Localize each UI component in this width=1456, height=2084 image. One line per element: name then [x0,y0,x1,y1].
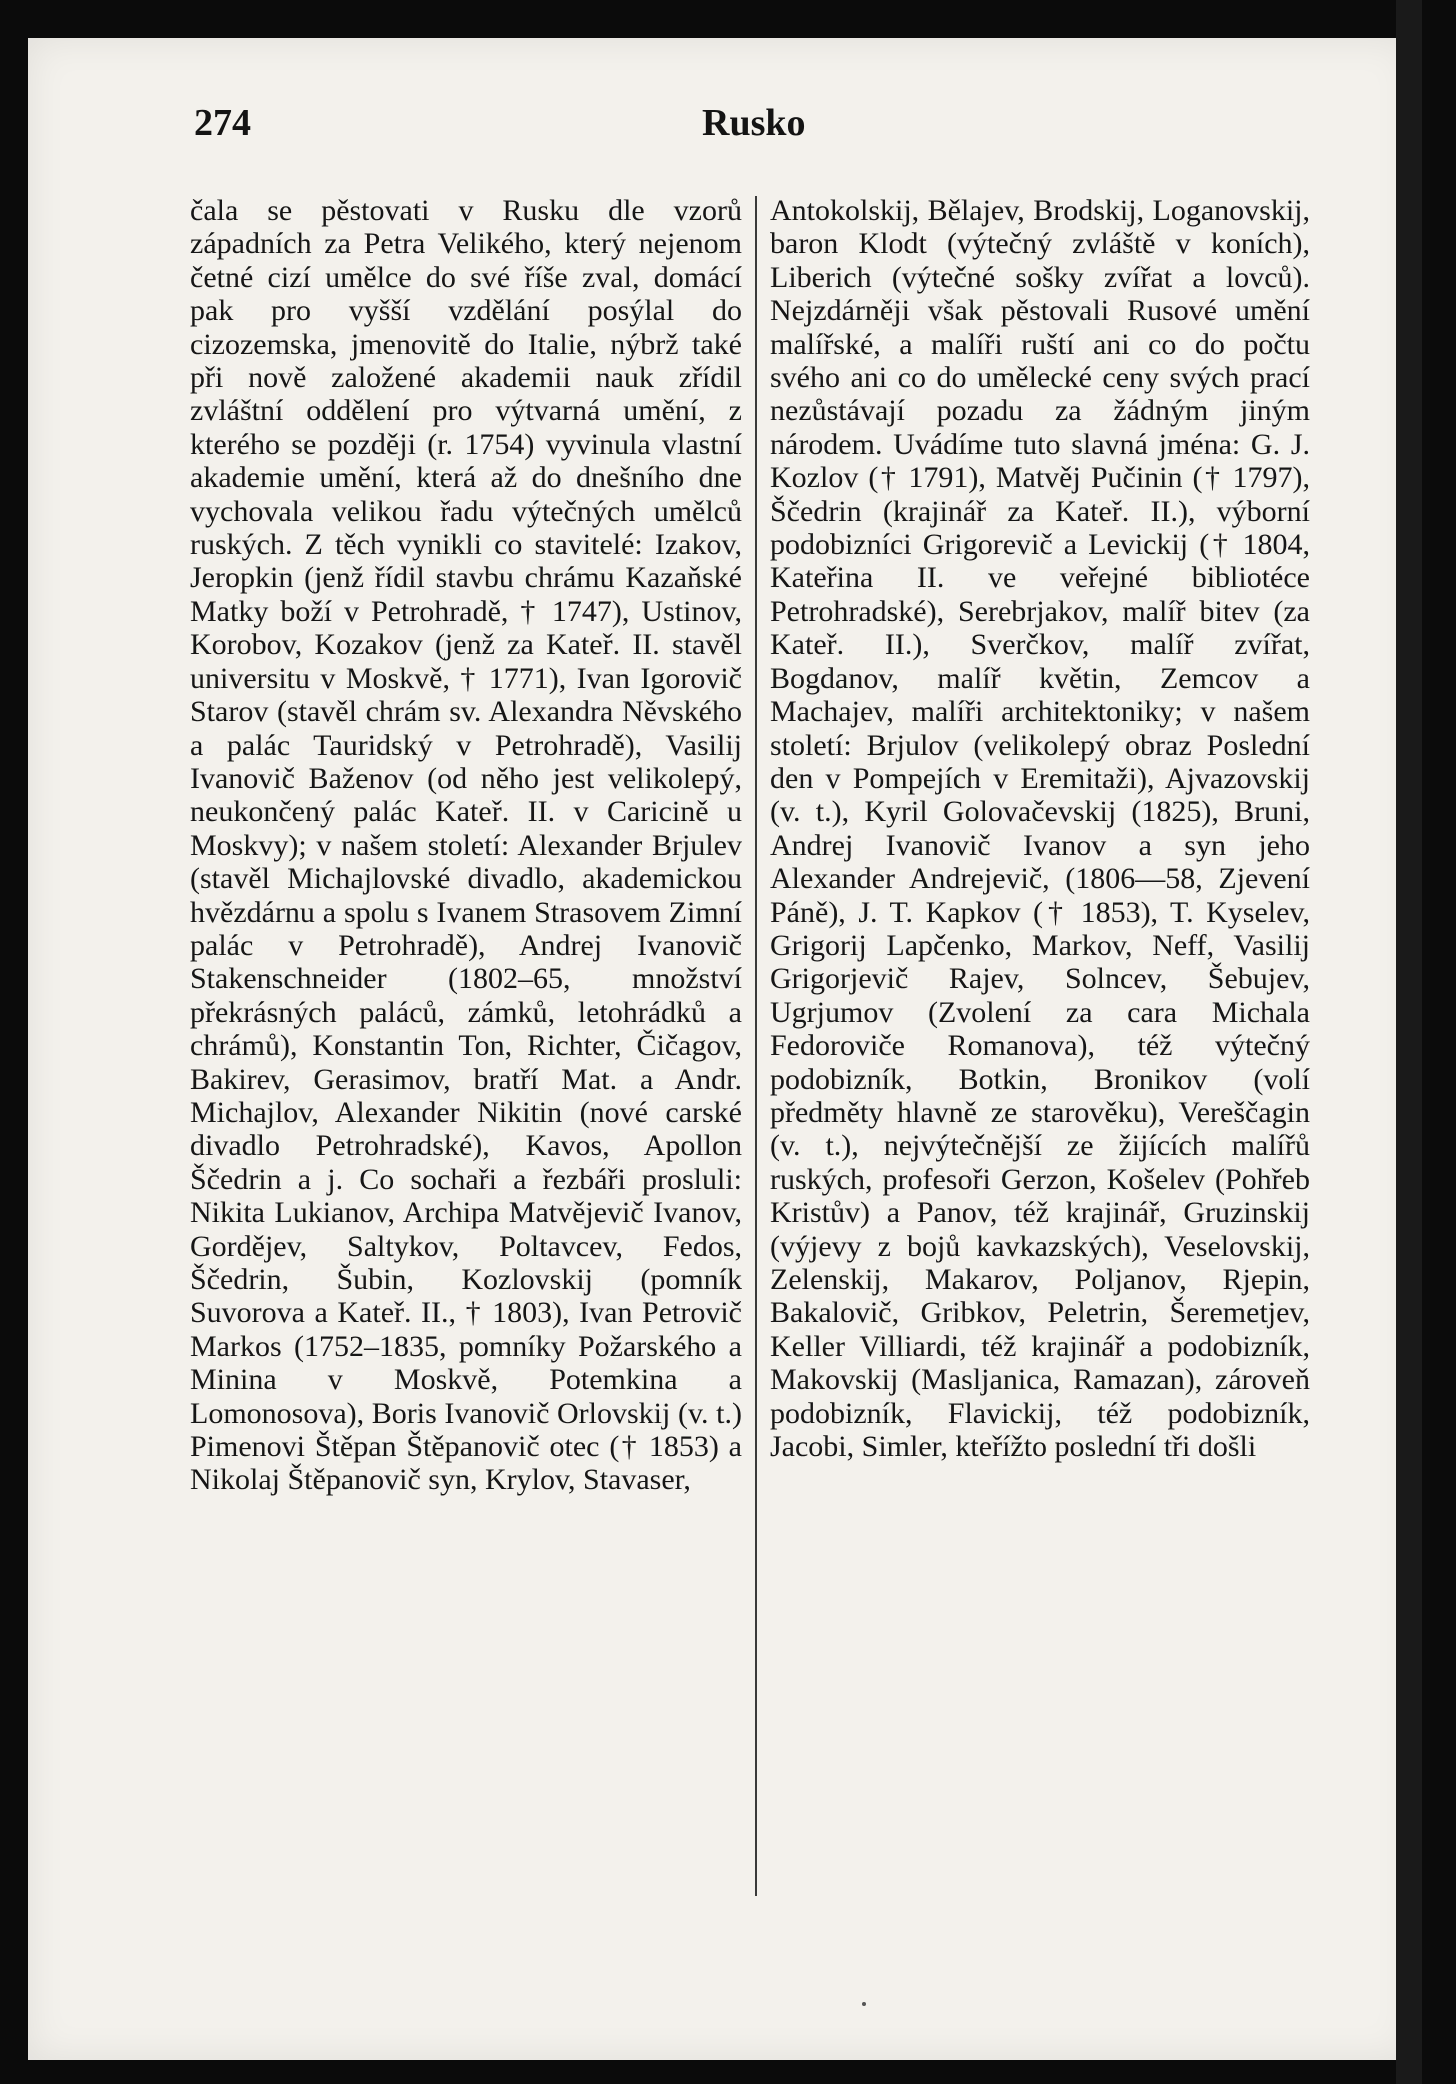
right-column-text: Antokolskij, Bělajev, Brodskij, Loganovskij, baron Klodt (výtečný zvláště v koních), Liberich (výtečné sošky zvířat a lovců). Nejzdárněji však pěstovali Rusové umění malířské, a malíři ruští ani co do počtu svého ani co do umělecké ceny svých prací nezůstávají pozadu za žádným jiným národem. Uvádíme tuto slavná jména: G. J. Kozlov († 1791), Matvěj Pučinin († 1797), Ščedrin (krajinář za Kateř. II.), výborní podobizníci Grigorevič a Levickij († 1804, Kateřina II. ve veřejné bibliotéce Petrohradské), Serebrjakov, malíř bitev (za Kateř. II.), Sverčkov, malíř zvířat, Bogdanov, malíř květin, Zemcov a Machajev, malíři architektoniky; v našem století: Brjulov (velikolepý obraz Poslední den v Pompejích v Eremitaži), Ajvazovskij (v. t.), Kyril Golovačevskij (1825), Bruni, Andrej Ivanovič Ivanov a syn jeho Alexander Andrejevič, (1806—58, Zjevení Páně), J. T. Kapkov († 1853), T. Kyselev, Grigorij Lapčenko, Markov, Neff, Vasilij Grigorjevič Rajev, Solncev, Šebujev, Ugrjumov (Zvolení za cara Michala Fedoroviče Romanova), též výtečný podobizník, Botkin, Bronikov (volí předměty hlavně ze starověku), Vereščagin (v. t.), nejvýtečnější ze žijících malířů ruských, profesoři Gerzon, Košelev (Pohřeb Kristův) a Panov, též krajinář, Gruzinskij (výjevy z bojů kavkazských), Veselovskij, Zelenskij, Makarov, Poljanov, Rjepin, Bakalovič, Gribkov, Peletrin, Šeremetjev, Keller Villiardi, též krajinář a podobizník, Makovskij (Masljanica, Ramazan), zároveň podobizník, Flavickij, též podobizník, Jacobi, Simler, kteřížto poslední tři došli [770,194,1310,1464]
left-column-text: čala se pěstovati v Rusku dle vzorů západních za Petra Velikého, který nejenom četné cizí umělce do své říše zval, domácí pak pro vyšší vzdělání posýlal do cizozemska, jmenovitě do Italie, nýbrž také při nově založené akademii nauk zřídil zvláštní oddělení pro výtvarná umění, z kterého se později (r. 1754) vyvinula vlastní akademie umění, která až do dnešního dne vychovala velikou řadu výtečných umělců ruských. Z těch vynikli co stavitelé: Izakov, Jeropkin (jenž řídil stavbu chrámu Kazaňské Matky boží v Petrohradě, † 1747), Ustinov, Korobov, Kozakov (jenž za Kateř. II. stavěl universitu v Moskvě, † 1771), Ivan Igorovič Starov (stavěl chrám sv. Alexandra Něvského a palác Tauridský v Petrohradě), Vasilij Ivanovič Baženov (od něho jest velikolepý, neukončený palác Kateř. II. v Caricině u Moskvy); v našem století: Alexander Brjulev (stavěl Michajlovské divadlo, akademickou hvězdárnu a spolu s Ivanem Strasovem Zimní palác v Petrohradě), Andrej Ivanovič Stakenschneider (1802–65, množství překrásných paláců, zámků, letohrádků a chrámů), Konstantin Ton, Richter, Čičagov, Bakirev, Gerasimov, bratří Mat. a Andr. Michajlov, Alexander Nikitin (nové carské divadlo Petrohradské), Kavos, Apollon Ščedrin a j. Co sochaři a řezbáři prosluli: Nikita Lukianov, Archipa Matvějevič Ivanov, Gordějev, Saltykov, Poltavcev, Fedos, Ščedrin, Šubin, Kozlovskij (pomník Suvorova a Kateř. II., † 1803), Ivan Petrovič Markos (1752–1835, pomníky Požarského a Minina v Moskvě, Potemkina a Lomonosova), Boris Ivanovič Orlovskij (v. t.) Pimenovi Štěpan Štěpanovič otec († 1853) a Nikolaj Štěpanovič syn, Krylov, Stavaser, [190,194,742,1497]
page-edge-shadow [1396,0,1422,2084]
ink-speck [862,2002,866,2006]
column-divider [755,196,757,1896]
page-number: 274 [194,102,251,144]
text-column-right [770,194,1310,1463]
running-head: Rusko [702,102,806,144]
text-column-left [190,194,742,1497]
